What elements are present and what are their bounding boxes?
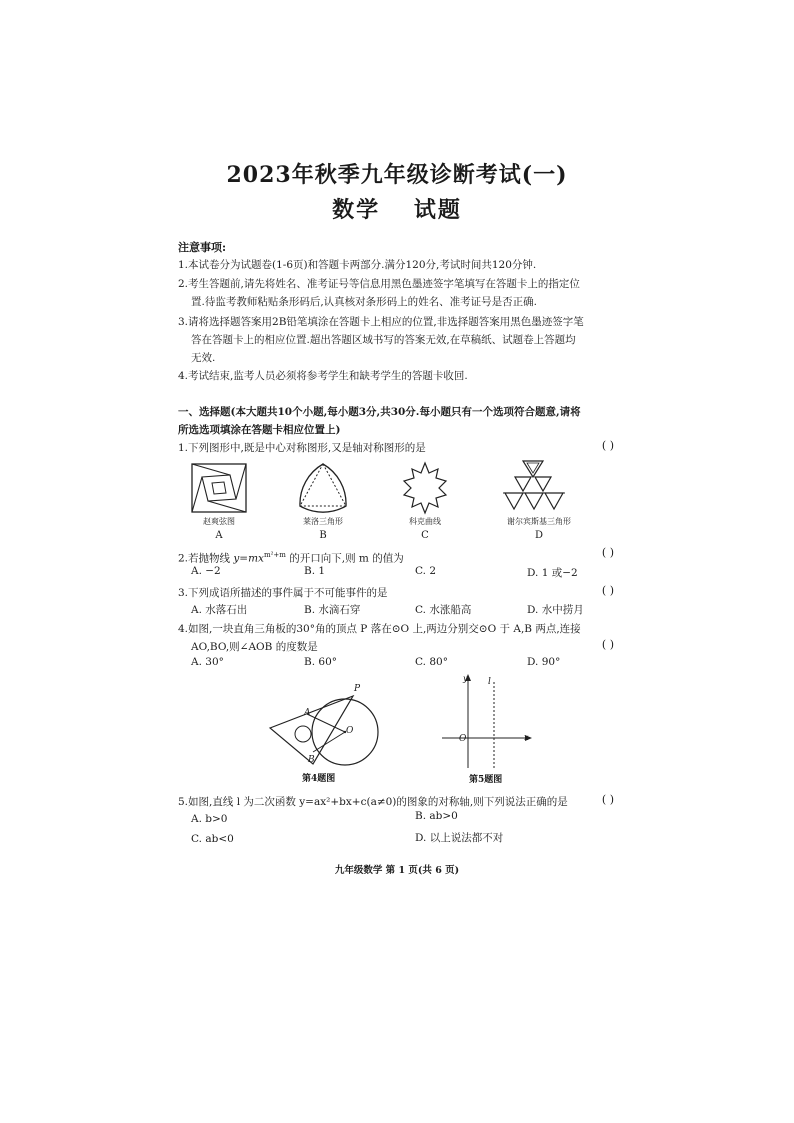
q1-answer-paren: ( ) [601,439,614,452]
q4-caption: 第4题图 [302,774,336,784]
exam-title: 2023年秋季九年级诊断考试(一) [226,162,568,188]
q4-option-b: B. 60° [304,656,338,668]
q5-option-c: C. ab<0 [191,833,234,845]
q5-option-b: B. ab>0 [415,810,458,822]
fig-a-letter: A [215,530,223,541]
notice-heading: 注意事项: [178,241,227,254]
q2-option-b: B. 1 [304,565,326,577]
sierpinski-triangle-figure [503,459,567,513]
reuleaux-triangle-figure [296,462,350,514]
q2-option-c: C. 2 [415,565,437,577]
q4-label-a: A [304,708,311,718]
q4-option-d: D. 90° [527,656,561,668]
fig-b-caption: 莱洛三角形 [303,517,343,526]
fig-a-caption: 赵爽弦图 [203,517,235,526]
q5-answer-paren: ( ) [601,793,614,806]
q3-answer-paren: ( ) [601,584,614,597]
paper-label: 试题 [413,197,462,223]
page-footer: 九年级数学 第 1 页(共 6 页) [334,865,460,876]
notice-item-3-cont: 答在答题卡上的相应位置.超出答题区域书写的答案无效,在草稿纸、试题卷上答题均 [191,334,576,346]
q4-option-a: A. 30° [191,656,224,668]
q3-stem: 3.下列成语所描述的事件属于不可能事件的是 [178,587,388,599]
q5-stem: 5.如图,直线 l 为二次函数 y=ax²+bx+c(a≠0)的图象的对称轴,则下列说法正确的是 [178,796,568,808]
q3-option-b: B. 水滴石穿 [304,604,361,616]
q4-label-o: O [346,726,354,736]
q3-option-d: D. 水中捞月 [527,604,584,616]
q5-label-l: l [488,677,491,687]
q4-stem-line2: AO,BO,则∠AOB 的度数是 [191,641,318,653]
koch-curve-figure [398,461,452,515]
q5-option-a: A. b>0 [191,813,228,825]
q4-figure [265,690,385,770]
section-heading: 一、选择题(本大题共10个小题,每小题3分,共30分.每小题只有一个选项符合题意,请将 [178,406,581,418]
q2-option-a: A. −2 [191,565,221,577]
q2-option-d: D. 1 或−2 [527,567,578,579]
fig-b-letter: B [319,530,327,541]
q5-label-y: y [463,674,468,683]
notice-item-3-end: 无效. [191,352,216,364]
q2-formula: y=mx [233,552,264,565]
q4-stem-line1: 4.如图,一块直角三角板的30°角的顶点 P 落在⊙O 上,两边分别交⊙O 于 A,B 两点,连接 [178,623,581,635]
q4-option-c: C. 80° [415,656,448,668]
section-heading-cont: 所选选项填涂在答题卡相应位置上) [178,424,341,436]
q2-answer-paren: ( ) [601,546,614,559]
q4-label-b: B [308,755,315,765]
notice-item-4: 4.考试结束,监考人员必须将参考学生和缺考学生的答题卡收回. [178,370,468,382]
q2-stem-b: 的开口向下,则 m 的值为 [285,552,404,565]
q3-option-c: C. 水涨船高 [415,604,472,616]
subject-label: 数学 [332,197,381,223]
exam-subtitle [0,193,794,224]
q4-answer-paren: ( ) [601,638,614,651]
notice-item-2: 2.考生答题前,请先将姓名、准考证号等信息用黑色墨迹签字笔填写在答题卡上的指定位 [178,278,580,290]
q5-caption: 第5题图 [469,775,503,785]
q5-option-d: D. 以上说法都不对 [415,832,504,844]
q5-label-x: x [524,733,529,742]
q5-figure [440,672,540,772]
fig-d-caption: 谢尔宾斯基三角形 [507,517,571,526]
q2-exponent: m²+m [263,551,286,559]
q4-label-p: P [354,684,361,694]
q1-stem: 1.下列图形中,既是中心对称图形,又是轴对称图形的是 [178,442,426,454]
q5-label-o: O [459,734,467,744]
q2-stem-a: 2.若抛物线 [178,552,234,565]
fig-c-caption: 科克曲线 [409,517,441,526]
zhao-shuang-figure [190,463,248,513]
q3-option-a: A. 水落石出 [191,604,248,616]
notice-item-2-cont: 置.待监考教师粘贴条形码后,认真核对条形码上的姓名、准考证号是否正确. [191,296,538,308]
notice-item-3: 3.请将选择题答案用2B铅笔填涂在答题卡上相应的位置,非选择题答案用黑色墨迹签字笔 [178,316,584,328]
notice-item-1: 1.本试卷分为试题卷(1-6页)和答题卡两部分.满分120分,考试时间共120分钟. [178,259,537,271]
fig-c-letter: C [421,530,429,541]
fig-d-letter: D [534,530,544,541]
